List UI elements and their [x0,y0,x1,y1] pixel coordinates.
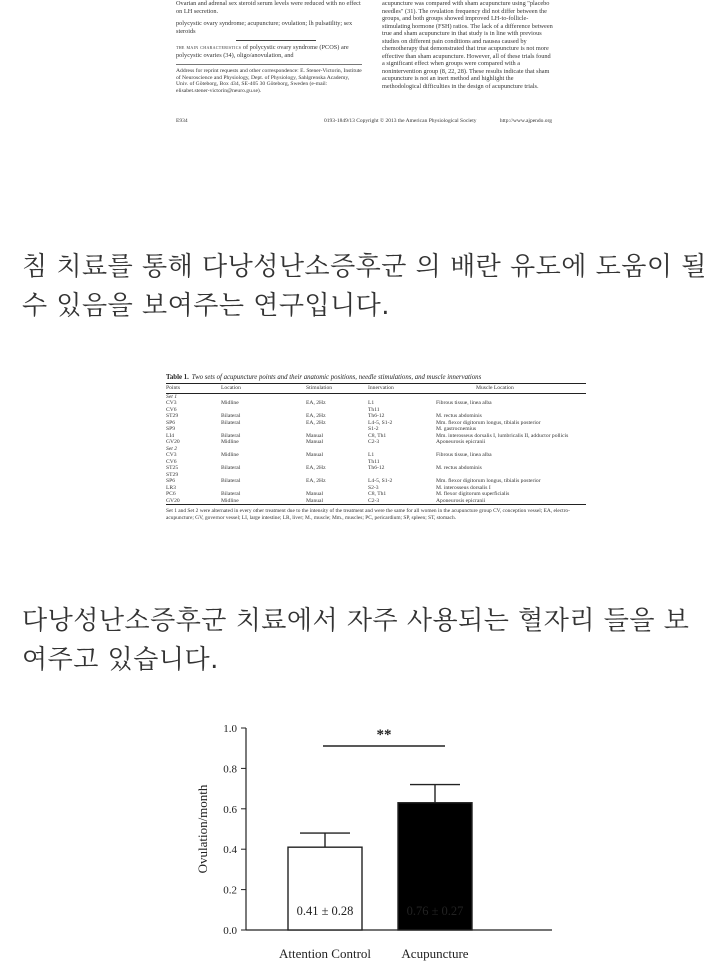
cell-muscle: Mm. flexor digitorum longus, tibialis posterior [436,478,541,484]
acupuncture-table [166,383,586,505]
cell-points: ST25 [166,465,179,471]
cell-innervation: Th11 [368,458,380,465]
y-axis-label: Ovulation/month [195,784,210,874]
cell-points: PC6 [166,491,176,497]
significance-marker: ** [376,727,392,743]
cell-muscle: Aponeurosis epicranii [436,439,486,445]
cell-location: Midline [221,439,239,445]
cell-muscle: Aponeurosis epicranii [436,497,486,504]
copyright-text: 0193-1849/13 Copyright © 2013 the American Physiological Society [324,118,477,124]
cell-muscle: M. rectus abdominis [436,465,482,471]
cell-stimulation: Manual [306,491,324,497]
cell-stimulation: EA, 2Hz [306,465,326,471]
bar-value-label: 0.41 ± 0.28 [296,904,354,918]
table-number: Table 1. [166,374,189,381]
paper-excerpt-image [170,0,552,135]
journal-url: http://www.ajpendo.org [499,118,552,124]
intro-paragraph [176,44,362,59]
cell-muscle: M. interosseus dorsalis I [436,484,491,491]
bar-value-label: 0.76 ± 0.27 [406,904,464,918]
y-tick-label: 0.6 [223,803,237,816]
intro-rest: of polycystic ovary syndrome (PCOS) are polycystic ovaries (34), oligo/anovulation, and [176,44,349,59]
cell-stimulation: EA, 2Hz [306,400,326,406]
cell-stimulation: Manual [306,439,324,445]
caption-acupoints-description: 다낭성난소증후군 치료에서 자주 사용되는 혈자리 들을 보여주고 있습니다. [22,606,690,675]
cell-points: CV3 [166,400,177,406]
y-tick-label: 0.4 [223,844,237,857]
cell-location: Midline [221,400,239,406]
cell-innervation: L1 [368,400,375,406]
col-header-innervation: Innervation [368,385,394,391]
cell-muscle: M. flexor digitorum superficialis [436,491,510,497]
cell-points: GV20 [166,497,180,504]
cell-muscle: Fibrous tissue, linea alba [436,400,492,406]
cell-location: Bilateral [221,413,241,419]
table-caption [166,374,586,381]
paper-left-column [176,0,362,99]
cell-innervation: Th6-12 [368,413,385,419]
keywords-separator [236,40,316,41]
set-label: Set 1 [166,393,178,400]
cell-innervation: L1 [368,452,375,458]
correspondence-text: Address for reprint requests and other correspondence: E. Stener-Victorin, Institute of Neuroscience and Physiology, Dept. of Physiology, Sahlgrenska Academy, Univ. of Göteborg, Box 434, SE-405 30 Göteborg, Sweden (e-mail: elisabet.stener-victorin@neuro.gu.se). [176,68,362,94]
col-header-location: Location [221,385,241,391]
cell-muscle: Mm. flexor digitorum longus, tibialis posterior [436,419,541,426]
cell-location: Bilateral [221,419,241,426]
acupuncture-points-table-image [166,374,586,521]
col-header-muscle-location: Muscle Location [476,385,514,391]
y-tick-label: 0.0 [223,925,237,937]
cell-stimulation: Manual [306,497,324,504]
cell-innervation: S1-2 [368,426,379,432]
cell-points: SP6 [166,478,176,484]
table-row [166,478,586,485]
cell-innervation: L4-5, S1-2 [368,419,393,426]
cell-location: Midline [221,497,239,504]
cell-stimulation: EA, 2Hz [306,478,326,484]
cell-muscle: M. rectus abdominis [436,413,482,419]
cell-points: SP9 [166,426,176,432]
y-tick-label: 0.2 [223,884,237,897]
paper-right-column: acupuncture was compared with sham acupuncture using "placebo needles" (31). The ovulation frequency did not differ between the groups, and both groups showed improved LH-to-follicle-stimulating hormone (FSH) ratios. The lack of a difference between true and sham acupuncture in that study is in line with previous studies on different pain conditions and nausea caused by chemotherapy that demonstrated that true acupuncture is not more effective than sham acupuncture. However, all of these trials found a significant effect when groups were compared with a nonintervention group (8, 22, 28). These results indicate that sham acupuncture is not an inert method and highlight the methodological difficulties in the design of acupuncture trials. [382,0,553,90]
cell-points: GV20 [166,439,180,445]
cell-points: SP6 [166,419,176,426]
cell-location: Midline [221,452,239,458]
cell-location: Bilateral [221,478,241,484]
x-category-label: Attention Control [278,946,372,961]
x-category-label: Acupuncture [401,946,469,961]
cell-innervation: L4-5, S1-2 [368,478,393,484]
intro-smallcaps: the main characteristics [176,44,242,51]
cell-innervation: Th6-12 [368,465,385,471]
cell-points: CV6 [166,406,177,413]
cell-points: ST29 [166,471,179,478]
col-header-stimulation: Stimulation [306,385,333,391]
table-title: Two sets of acupuncture points and their anatomic positions, needle stimulations, and muscle innervations [191,374,482,381]
cell-stimulation: EA, 2Hz [306,419,326,426]
set-label: Set 2 [166,445,178,452]
cell-innervation: C8, Th1 [368,491,387,497]
cell-muscle: Fibrous tissue, linea alba [436,452,492,458]
table-header-row [166,384,586,394]
table-row [166,498,586,505]
cell-innervation: C2-3 [368,439,380,445]
abstract-end-text: Ovarian and adrenal sex steroid serum levels were reduced with no effect on LH secretion. [176,0,361,15]
cell-points: ST29 [166,413,179,419]
cell-points: CV6 [166,458,177,465]
cell-stimulation: EA, 2Hz [306,413,326,419]
cell-muscle: M. gastrocnemius [436,426,477,432]
cell-innervation: S2-3 [368,484,379,491]
footnote-divider [176,64,362,65]
ovulation-bar-chart [180,712,570,964]
table-set-label-row [166,393,586,400]
cell-muscle: Mm. interosseus dorsalis I, lumbricalis II, adductor pollicis [436,432,569,439]
keywords-text: polycystic ovary syndrome; acupuncture; ovulation; lh pulsatility; sex steroids [176,20,353,35]
y-tick-label: 1.0 [223,723,237,735]
cell-stimulation: Manual [306,432,324,439]
cell-innervation: C2-3 [368,497,380,504]
y-tick-label: 0.8 [223,763,237,776]
cell-innervation: C8, Th1 [368,432,387,439]
col-header-points: Points [166,385,180,391]
page-number: E934 [176,118,188,124]
cell-location: Bilateral [221,465,241,471]
cell-points: CV3 [166,452,177,458]
caption-study-description: 침 치료를 통해 다낭성난소증후군 의 배란 유도에 도움이 될 수 있음을 보여주는 연구입니다. [22,252,707,321]
cell-points: LI4 [166,432,175,439]
table-footnote: Set 1 and Set 2 were alternated in every other treatment due to the intensity of the treatment and were the same for all women in the acupuncture group CV, conception vessel; EA, electro-acupuncture; GV, governor vessel; LI, large intestine; LR, liver; M., muscle; Mm., muscles; PC, pericardium; SP, spleen; ST, stomach. [166,508,570,521]
cell-location: Bilateral [221,432,241,439]
cell-points: LR3 [166,484,176,491]
cell-stimulation: Manual [306,452,324,458]
cell-innervation: Th11 [368,406,380,413]
cell-location: Bilateral [221,491,241,497]
